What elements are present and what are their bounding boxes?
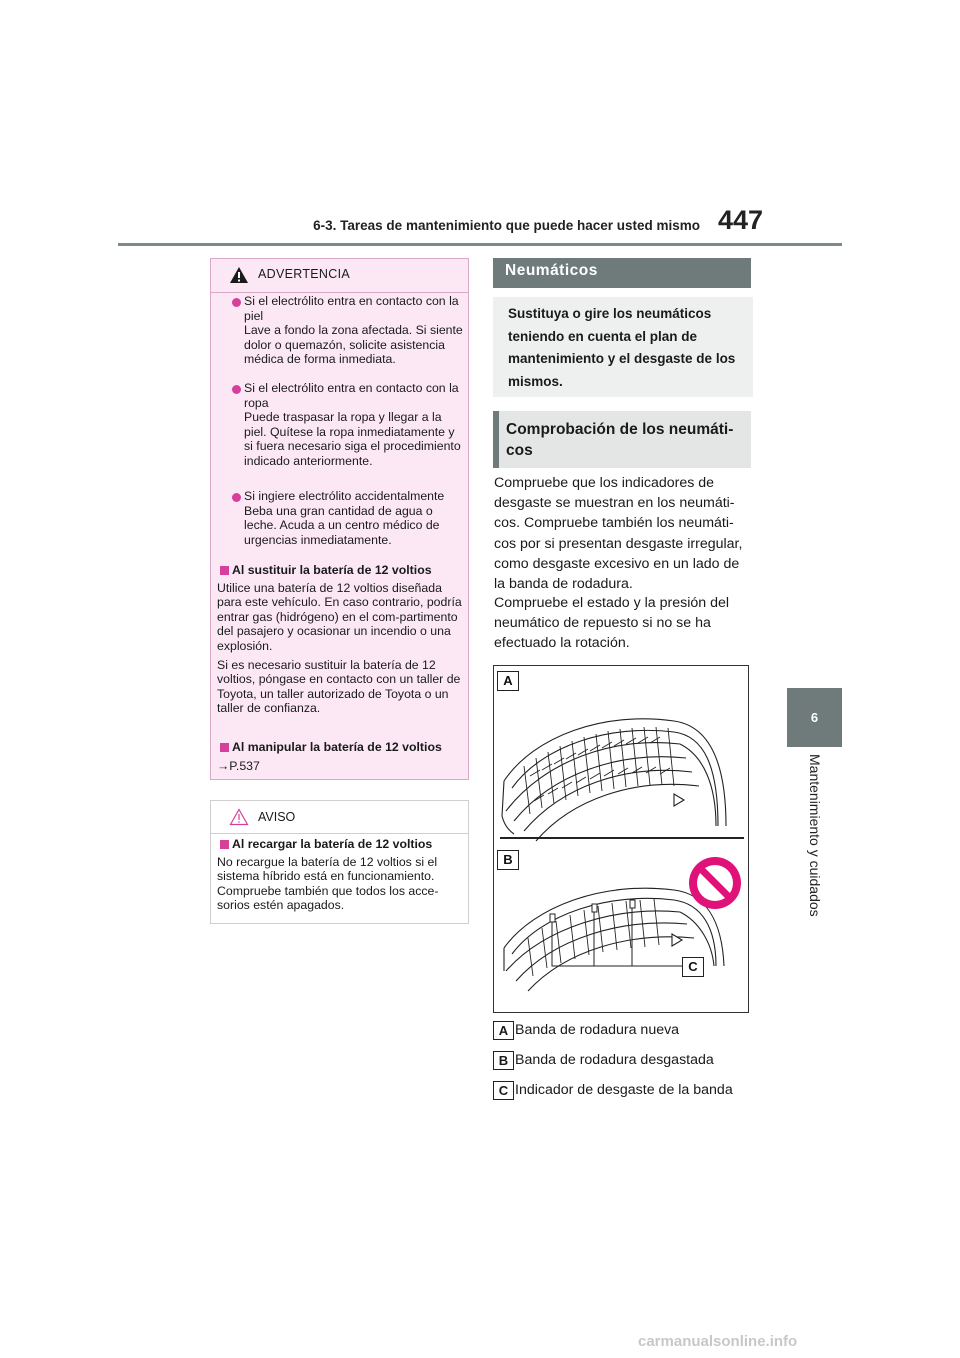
worn-tire-tread [504,888,724,991]
new-tire-indicator-mark [674,794,684,806]
notice-box [210,800,469,924]
bullet-square-icon [220,566,229,575]
warning-section-replace [217,563,465,716]
bullet-lead: Si ingiere electrólito accidentalmente [244,489,445,503]
prohibition-icon [689,857,741,909]
bullet-body: Beba una gran cantidad de agua o leche. Acuda a un centro médico de urgencias inmediatamente. [244,503,440,547]
neumaticos-banner: Neumáticos [493,258,751,288]
comprobacion-heading: Comprobación de los neumáti-cos [493,411,751,468]
warning-title: ADVERTENCIA [258,267,350,281]
bullet-lead: Si el electrólito entra en contacto con la ropa [244,381,459,410]
warning-triangle-icon [229,266,249,284]
legend-tag: B [493,1051,514,1070]
caution-triangle-icon [229,808,249,826]
section-title: 6-3. Tareas de mantenimiento que puede hacer usted mismo [313,218,700,233]
section-heading: Al manipular la batería de 12 voltios [232,740,442,754]
legend-text: Indicador de desgaste de la banda [515,1082,733,1098]
chapter-number: 6 [810,710,819,725]
arrow-right-icon: → [217,758,230,773]
chapter-label-text: Mantenimiento y cuidados [807,754,823,917]
figure-label-b: B [497,850,519,870]
warning-header [211,259,468,293]
notice-header [211,801,468,834]
paragraph-check: Compruebe que los indicadores de desgaste se muestran en los neumáti-cos. Compruebe también los neumáti-cos por si presentan desgaste irregular, como desgaste excesivo en un lado de la banda de rodadura. [494,475,743,593]
header-rule [118,243,842,246]
warning-bullet [229,294,465,367]
section-paragraph: No recargue la batería de 12 voltios si el sistema híbrido está en funcionamiento. Compruebe también que todos los acce-sorios estén apagados. [217,854,439,913]
tire-drawing [494,666,749,1013]
tire-illustration [493,665,749,1013]
bullet-dot-icon [232,298,241,307]
page-reference-link[interactable]: →P.537 [217,758,260,773]
section-heading: Al sustituir la batería de 12 voltios [232,563,432,577]
footer-watermark: carmanualsonline.info [638,1333,798,1350]
warning-bullet [229,381,465,469]
bullet-lead: Si el electrólito entra en contacto con la piel [244,294,459,323]
notice-title: AVISO [258,810,296,824]
warning-section-handle [217,740,465,773]
warning-bullet [229,489,465,547]
warning-box [210,258,469,780]
legend-tag: A [493,1021,514,1040]
bullet-square-icon [220,743,229,752]
bullet-body: Lave a fondo la zona afectada. Si siente dolor o quemazón, solicite asistencia médica de forma inmediata. [244,323,463,367]
new-tire-tread [502,719,726,841]
chapter-label [786,754,844,960]
wear-indicator-lines [550,900,682,966]
legend-tag: C [493,1081,514,1100]
notice-section [217,837,465,913]
neumaticos-intro: Sustituya o gire los neumáticos teniendo en cuenta el plan de mantenimiento y el desgaste de los mismos. [493,297,753,397]
bullet-square-icon [220,840,229,849]
legend-text: Banda de rodadura desgastada [515,1052,714,1068]
figure-label-c: C [682,957,704,977]
section-heading: Al recargar la batería de 12 voltios [232,837,433,851]
bullet-dot-icon [232,493,241,502]
section-paragraph: Si es necesario sustituir la batería de 12 voltios, póngase en contacto con un taller de Toyota, un taller autorizado de Toyota o un taller de confianza. [217,657,461,716]
legend-text: Banda de rodadura nueva [515,1022,680,1038]
figure-label-a: A [497,671,519,691]
section-paragraph: Utilice una batería de 12 voltios diseñada para este vehículo. En caso contrario, podría entrar gas (hidrógeno) en el com-partimento del pasajero y ocasionar un incendio o una explosión. [217,580,462,653]
page-number: 447 [718,205,764,235]
paragraph-spare: Compruebe el estado y la presión del neumático de repuesto si no se ha efectuado la rotación. [494,595,730,652]
bullet-body: Puede traspasar la ropa y llegar a la piel. Quítese la ropa inmediatamente y si fuera necesario siga el procedimiento indicado anteriormente. [244,410,461,468]
worn-tire-indicator-mark [672,934,682,946]
chapter-tab[interactable] [787,688,842,747]
bullet-dot-icon [232,385,241,394]
